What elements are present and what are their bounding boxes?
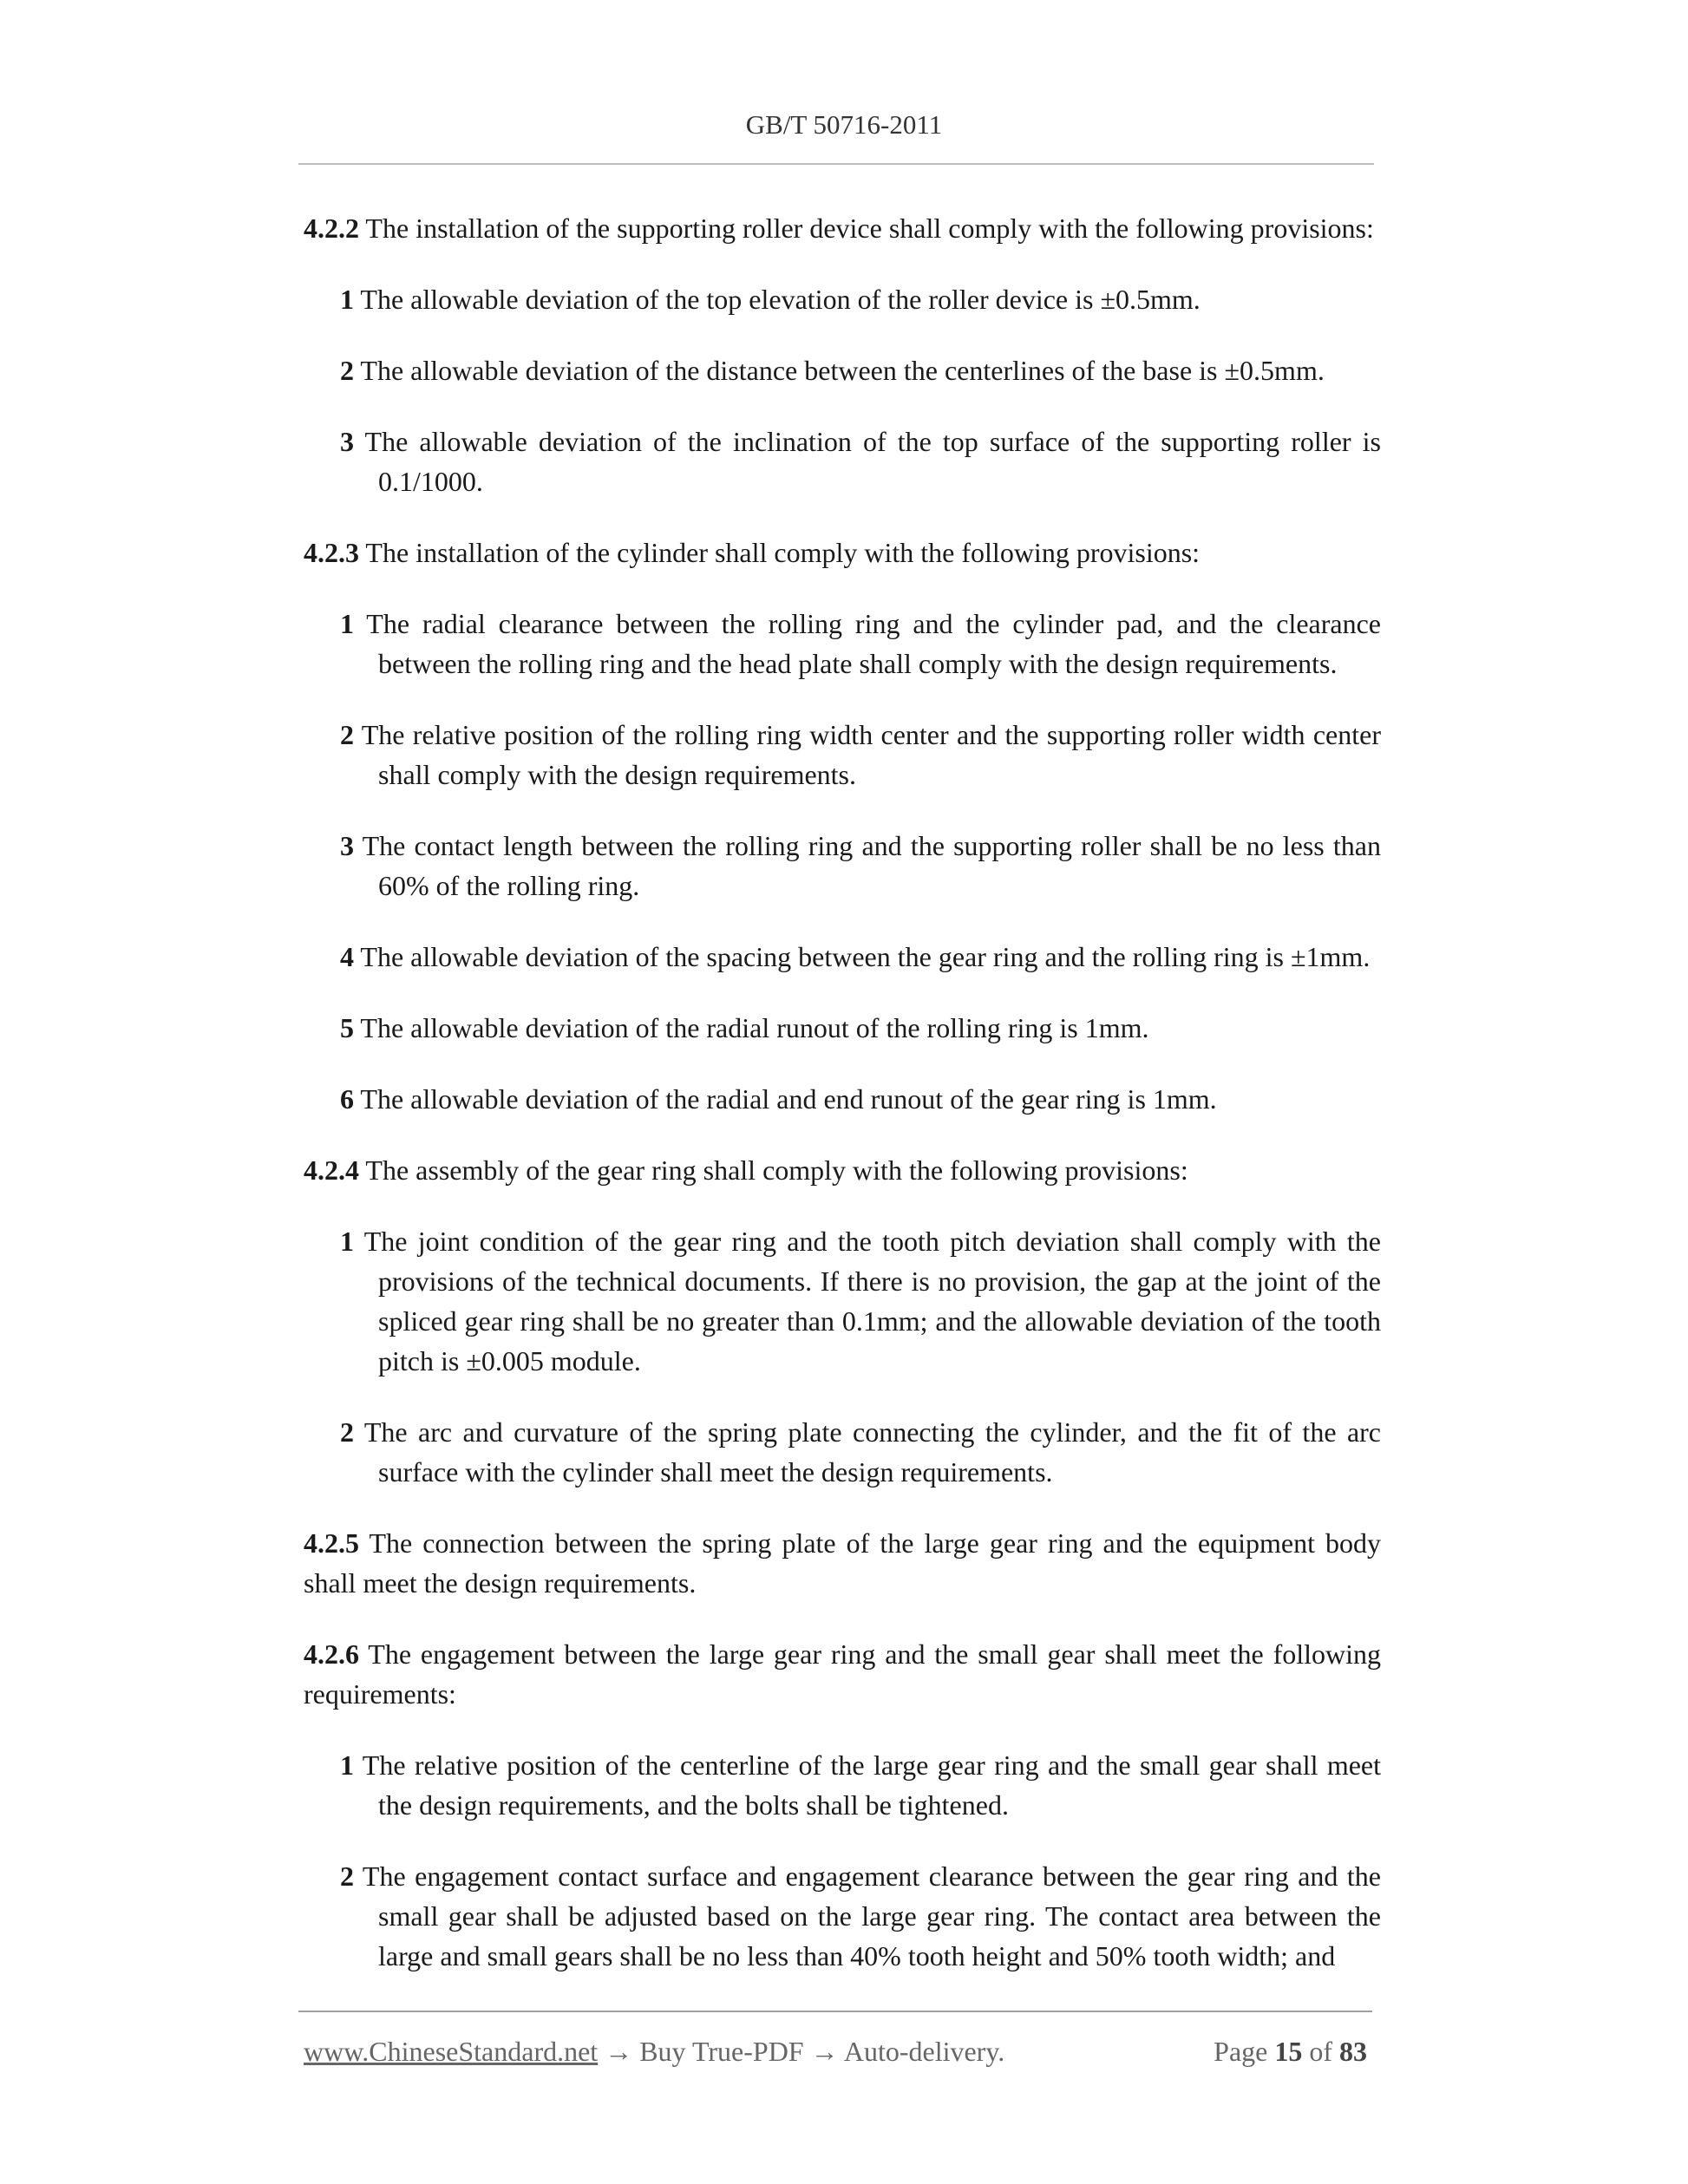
item-number: 1 xyxy=(340,284,354,315)
clause-text: The installation of the supporting roller device shall comply with the following provisions: xyxy=(365,213,1374,244)
buy-pdf-text: Buy True-PDF xyxy=(639,2036,804,2067)
item-text: The contact length between the rolling ring and the supporting roller shall be no less than 60% of the rolling ring. xyxy=(362,830,1382,901)
item-number: 4 xyxy=(340,941,354,972)
item-number: 3 xyxy=(340,830,354,861)
item-number: 1 xyxy=(340,1749,354,1781)
list-item xyxy=(340,1221,1381,1381)
list-item xyxy=(340,1856,1381,1976)
item-text: The arc and curvature of the spring plate connecting the cylinder, and the fit of the arc surface with the cylinder shall meet the design requirements. xyxy=(363,1416,1382,1488)
item-number: 2 xyxy=(340,1860,354,1892)
clause-number: 4.2.6 xyxy=(304,1638,359,1670)
item-text: The relative position of the rolling ring width center and the supporting roller width center shall comply with the design requirements. xyxy=(361,719,1382,790)
clause-text: The installation of the cylinder shall comply with the following provisions: xyxy=(365,537,1201,568)
page-number: 15 xyxy=(1274,2036,1303,2067)
item-text: The allowable deviation of the distance between the centerlines of the base is ±0.5mm. xyxy=(360,355,1325,386)
item-text: The allowable deviation of the top elevation of the roller device is ±0.5mm. xyxy=(360,284,1201,315)
item-number: 6 xyxy=(340,1083,354,1115)
clause-text: The assembly of the gear ring shall comply with the following provisions: xyxy=(365,1154,1188,1186)
total-pages: 83 xyxy=(1339,2036,1367,2067)
clause-number: 4.2.3 xyxy=(304,537,359,568)
clause-text: The connection between the spring plate of the large gear ring and the equipment body shall meet the design requirements. xyxy=(304,1527,1382,1599)
arrow-icon: → xyxy=(810,2036,839,2067)
clause-4-2-5 xyxy=(304,1523,1381,1603)
list-item xyxy=(340,422,1381,501)
item-number: 1 xyxy=(340,608,354,639)
clause-number: 4.2.2 xyxy=(304,213,359,244)
document-body xyxy=(304,208,1381,2007)
item-number: 2 xyxy=(340,1416,354,1448)
list-item xyxy=(340,350,1381,390)
list-item xyxy=(340,937,1381,977)
item-number: 1 xyxy=(340,1226,354,1257)
item-text: The joint condition of the gear ring and the tooth pitch deviation shall comply with the provisions of the technical documents. If there is no provision, the gap at the joint of the spliced gear ring shall be no greater than 0.1mm; and the allowable deviation of the tooth pitch is ±0.005 module. xyxy=(363,1226,1382,1376)
document-header: GB/T 50716-2011 xyxy=(745,109,943,140)
item-number: 2 xyxy=(340,719,354,750)
list-item xyxy=(340,1745,1381,1825)
item-text: The relative position of the centerline of the large gear ring and the small gear shall meet the design requirements, and the bolts shall be tightened. xyxy=(362,1749,1382,1821)
clause-number: 4.2.4 xyxy=(304,1154,359,1186)
item-text: The engagement contact surface and engagement clearance between the gear ring and the small gear shall be adjusted based on the large gear ring. The contact area between the large and small gears shall be no less than 40% tooth height and 50% tooth width; and xyxy=(362,1860,1381,1971)
item-number: 5 xyxy=(340,1012,354,1043)
clause-text: The engagement between the large gear ring and the small gear shall meet the following requirements: xyxy=(304,1638,1382,1710)
item-text: The allowable deviation of the radial and end runout of the gear ring is 1mm. xyxy=(360,1083,1217,1115)
item-text: The allowable deviation of the radial runout of the rolling ring is 1mm. xyxy=(360,1012,1149,1043)
list-item xyxy=(340,279,1381,319)
arrow-icon: → xyxy=(605,2036,633,2067)
footer-promo xyxy=(304,2034,1004,2069)
delivery-text: Auto-delivery. xyxy=(843,2036,1005,2067)
list-item xyxy=(340,1079,1381,1119)
header-rule xyxy=(298,163,1374,165)
page-indicator xyxy=(1214,2034,1367,2069)
item-text: The allowable deviation of the inclination of the top surface of the supporting roller is 0.1/1000. xyxy=(364,426,1382,497)
clause-4-2-2 xyxy=(304,208,1381,248)
item-number: 3 xyxy=(340,426,354,457)
item-text: The allowable deviation of the spacing between the gear ring and the rolling ring is ±1mm. xyxy=(360,941,1371,972)
list-item xyxy=(340,1008,1381,1048)
site-link[interactable]: www.ChineseStandard.net xyxy=(304,2036,599,2067)
list-item xyxy=(340,715,1381,794)
item-number: 2 xyxy=(340,355,354,386)
of-label: of xyxy=(1309,2036,1332,2067)
clause-number: 4.2.5 xyxy=(304,1527,359,1559)
clause-4-2-3 xyxy=(304,533,1381,572)
list-item xyxy=(340,604,1381,683)
list-item xyxy=(340,826,1381,906)
clause-4-2-6 xyxy=(304,1634,1381,1714)
footer-rule xyxy=(298,2011,1372,2012)
clause-4-2-4 xyxy=(304,1150,1381,1190)
list-item xyxy=(340,1412,1381,1492)
item-text: The radial clearance between the rolling ring and the cylinder pad, and the clearance between the rolling ring and the head plate shall comply with the design requirements. xyxy=(366,608,1382,679)
page-label: Page xyxy=(1214,2036,1268,2067)
